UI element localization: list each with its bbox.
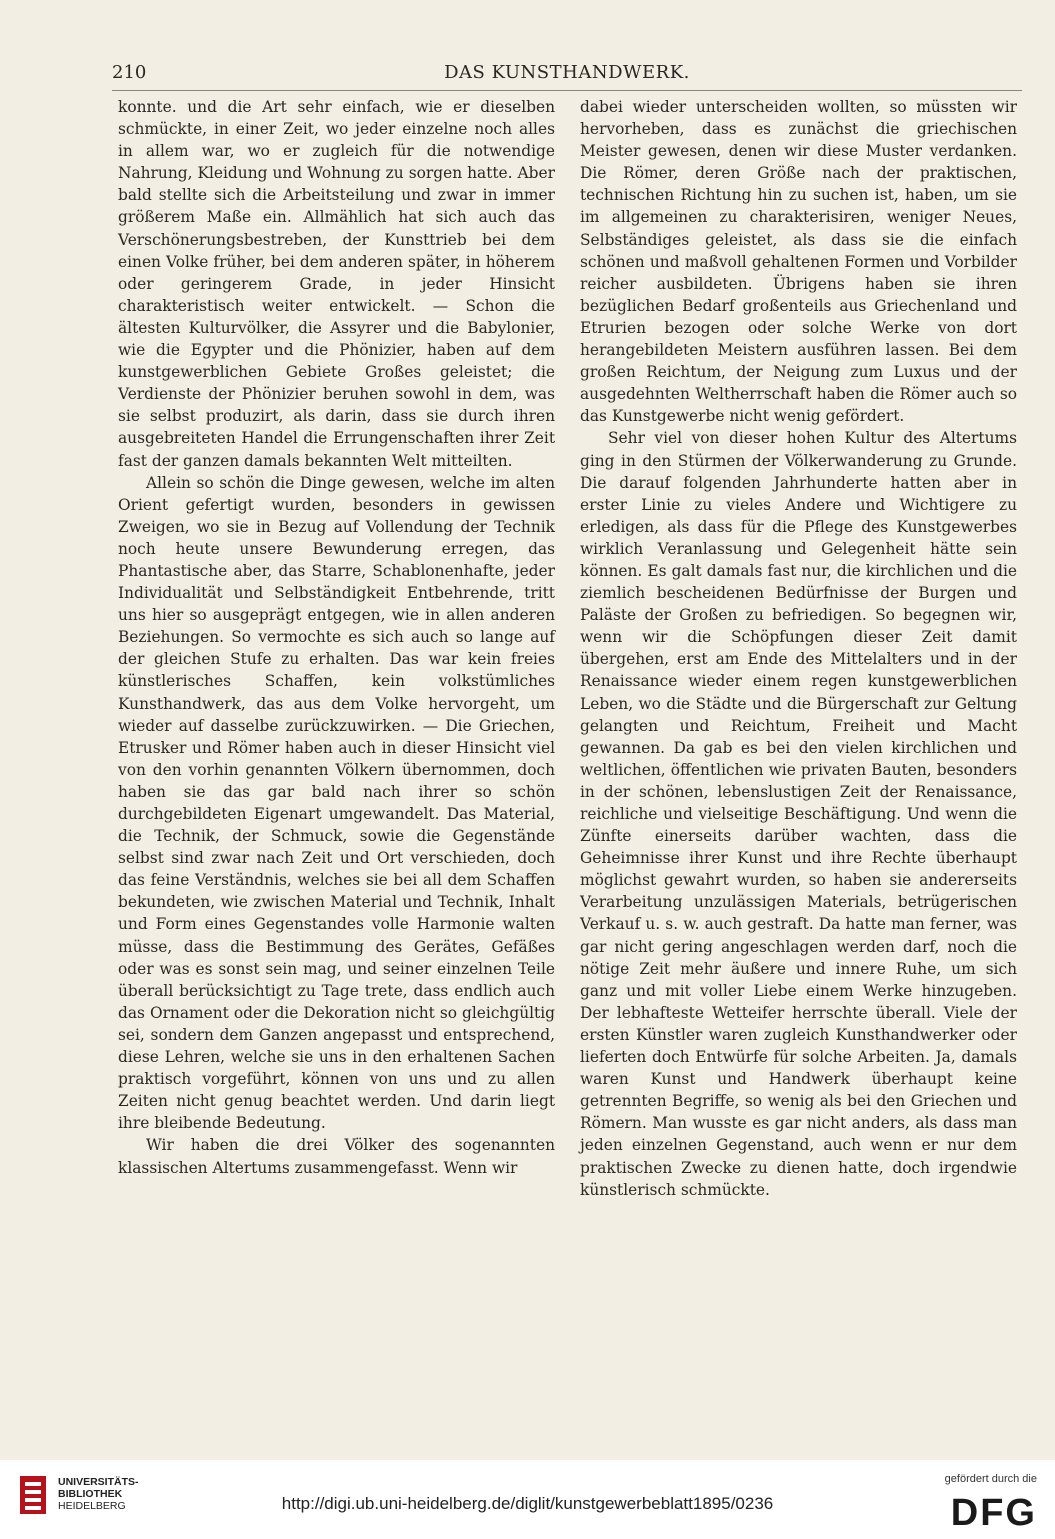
dfg-logo: DFG: [950, 1492, 1037, 1534]
library-name-line: UNIVERSITÄTS-: [58, 1476, 139, 1488]
page-header: [112, 62, 1022, 88]
paragraph: dabei wieder unterscheiden wollten, so müssten wir hervorheben, dass es zunächst die griechischen Meister gewesen, denen wir diese Muster verdanken. Die Römer, deren Größe nach der praktischen, technischen Richtung hin zu suchen ist, haben, um sie im allgemeinen zu charakterisiren, weniger Neues, Selbständiges geleistet, als dass sie die einfach schönen und maßvoll gehaltenen Formen und Vorbilder reicher ausbildeten. Übrigens haben sie ihren bezüglichen Bedarf großenteils aus Griechenland und Etrurien bezogen oder solche Werke von dort herangebildeten Meistern ausführen lassen. Bei dem großen Reichtum, der Neigung zum Luxus und der ausgedehnten Weltherrschaft haben die Römer auch so das Kunstgewerbe nicht wenig gefördert.: [580, 98, 1017, 426]
paragraph: Allein so schön die Dinge gewesen, welche im alten Orient gefertigt wurden, besonders in gewissen Zweigen, wo sie in Bezug auf Vollendung der Technik noch heute unsere Bewunderung erregen, das Phantastische aber, das Starre, Schablonenhafte, jeder Individualität und Selbständigkeit Entbehrende, tritt uns hier so ausgeprägt entgegen, wie in allen anderen Beziehungen. So vermochte es sich auch so lange auf der gleichen Stufe zu erhalten. Das war kein freies künstlerisches Schaffen, kein volkstümliches Kunsthandwerk, das aus dem Volke hervorgeht, um wieder auf dasselbe zurückzuwirken. — Die Griechen, Etrusker und Römer haben auch in dieser Hinsicht viel von den vorhin genannten Völkern übernommen, doch haben sie das gar bald nach ihrer so schön durchgebildeten Eigenart umgewandelt. Das Material, die Technik, der Schmuck, sowie die Gegenstände selbst sind zwar nach Zeit und Ort verschieden, doch das feine Verständnis, welches sie bei all dem Schaffen bekundeten, wie zwischen Material und Technik, Inhalt und Form eines Gegenstandes volle Harmonie walten müsse, dass die Bestimmung des Gerätes, Gefäßes oder was es sonst sein mag, und seiner einzelnen Teile überall berücksichtigt zu Tage trete, dass endlich auch das Ornament oder die Dekoration nicht so gleichgültig sei, sondern dem Ganzen angepasst und entsprechend, diese Lehren, welche sie uns in den erhaltenen Sachen praktisch vorgeführt, können von uns und zu allen Zeiten nicht genug beachtet werden. Und darin liegt ihre bleibende Bedeutung.: [118, 473, 555, 1133]
paragraph: Wir haben die drei Völker des sogenannten klassischen Altertums zusammengefasst. Wenn wir: [118, 1136, 555, 1177]
permalink[interactable]: http://digi.ub.uni-heidelberg.de/diglit/kunstgewerbeblatt1895/0236: [281, 1494, 774, 1513]
library-name-line: HEIDELBERG: [58, 1500, 126, 1512]
right-column: [580, 96, 1017, 1201]
left-column: [118, 96, 555, 1179]
library-name-line: BIBLIOTHEK: [58, 1488, 123, 1500]
paragraph: konnte. und die Art sehr einfach, wie er dieselben schmückte, in einer Zeit, wo jeder einzelne noch alles in allem war, wo er zugleich für die notwendige Nahrung, Kleidung und Wohnung zu sorgen hatte. Aber bald stellte sich die Arbeitsteilung und zwar in immer größerem Maße ein. Allmählich hat sich auch das Verschönerungsbestreben, der Kunsttrieb bei dem einen Volke früher, bei dem anderen später, in höherem oder geringerem Grade, in jeder Hinsicht charakteristisch weiter entwickelt. — Schon die ältesten Kulturvölker, die Assyrer und die Babylonier, wie die Egypter und die Phönizier, haben auf dem kunstgewerblichen Gebiete Großes geleistet; die Verdienste der Phönizier beruhen sowohl in dem, was sie selbst produzirt, als darin, dass sie durch ihren ausgebreiteten Handel die Errungenschaften ihrer Zeit fast der ganzen damals bekannten Welt mitteilten.: [118, 98, 555, 470]
paragraph: Sehr viel von dieser hohen Kultur des Altertums ging in den Stürmen der Völkerwanderung zu Grunde. Die darauf folgenden Jahrhunderte hatten aber in erster Linie zu vieles Andere und Wichtigere zu erledigen, als dass für die Pflege des Kunstgewerbes wirklich Veranlassung und Gelegenheit hätte sein können. Es galt damals fast nur, die kirchlichen und die ziemlich bescheidenen Bedürfnisse der Burgen und Paläste der Großen zu befriedigen. So begegnen wir, wenn wir die Schöpfungen dieser Zeit damit übergehen, erst am Ende des Mittelalters und in der Renaissance wieder einem regen kunstgewerblichen Leben, wo die Städte und die Bürgerschaft zur Geltung gelangten und Reichtum, Freiheit und Macht gewannen. Da gab es bei den vielen kirchlichen und weltlichen, öffentlichen wie privaten Bauten, besonders in der schönen, lebenslustigen Zeit der Renaissance, reichliche und vielseitige Beschäftigung. Und wenn die Zünfte einerseits darüber wachten, dass die Geheimnisse ihrer Kunst und ihre Rechte überhaupt möglichst gewahrt wurden, so haben sie andererseits Verarbeitung unzulässigen Materials, betrügerischen Verkauf u. s. w. auch gestraft. Da hatte man ferner, was gar nicht gering angeschlagen werden darf, noch die nötige Zeit mehr äußere und innere Ruhe, um sich ganz und mit voller Liebe einem Werke hinzugeben. Der lebhafteste Wetteifer herrschte überall. Viele der ersten Künstler waren zugleich Kunsthandwerker oder lieferten doch Entwürfe für solche Arbeiten. Ja, damals waren Kunst und Handwerk überhaupt keine getrennten Begriffe, so wenig als bei den Griechen und Römern. Man wusste es gar nicht anders, als dass man jeden einzelnen Gegenstand, auch wenn er nur dem praktischen Zwecke zu dienen hatte, doch irgendwie künstlerisch schmückte.: [580, 429, 1017, 1199]
page-number: 210: [112, 62, 147, 83]
funding-label: gefördert durch die: [944, 1473, 1037, 1485]
running-title: DAS KUNSTHANDWERK.: [444, 62, 690, 83]
header-rule: [112, 90, 1022, 91]
